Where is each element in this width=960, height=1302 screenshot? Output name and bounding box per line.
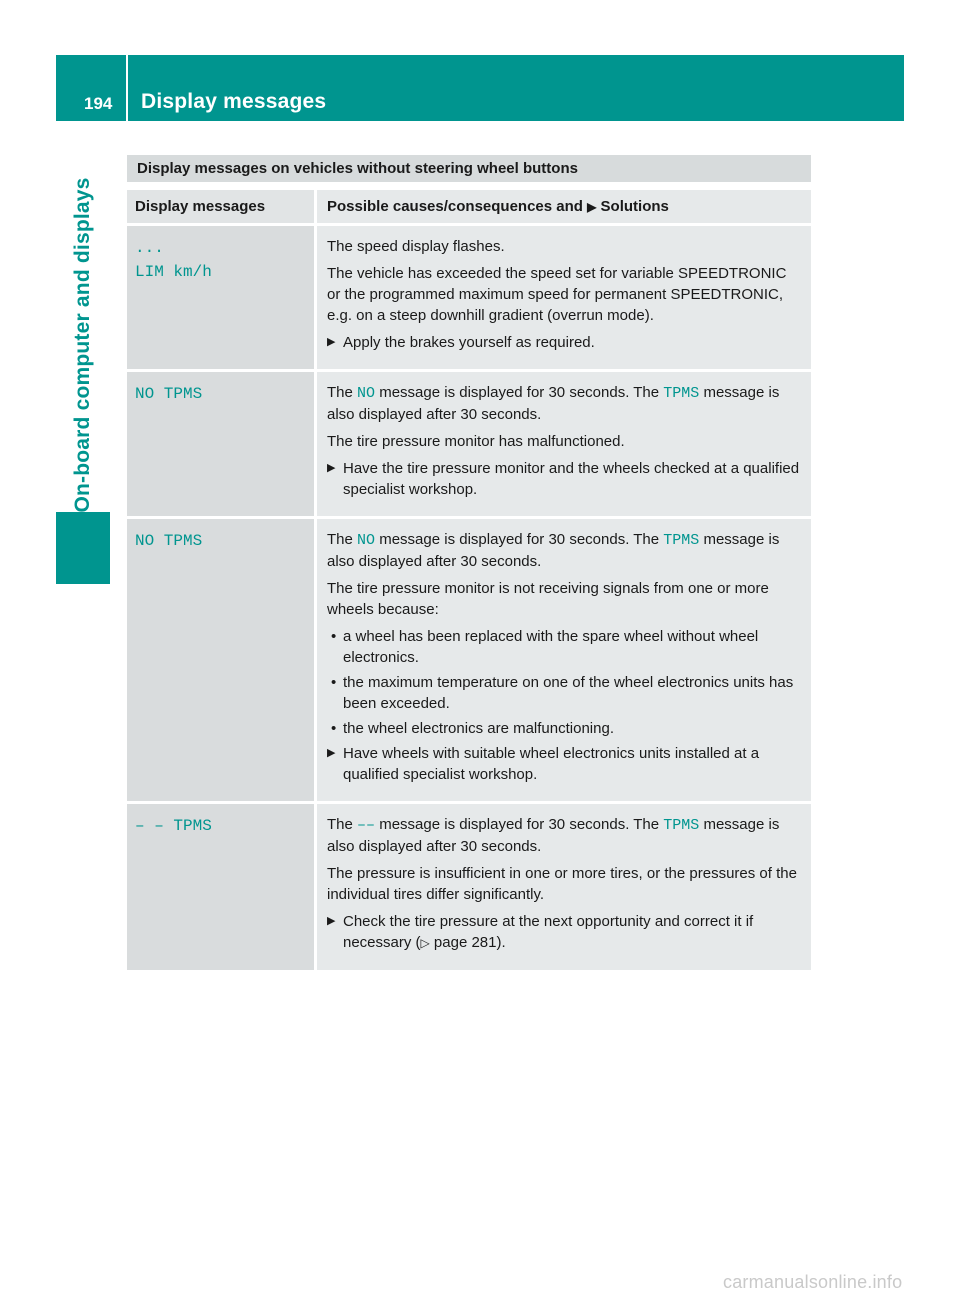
cause-text: The pressure is insufficient in one or more tires, or the pressures of the individual tires differ significantly. xyxy=(327,865,797,903)
cause-text xyxy=(327,382,803,425)
text-fragment: The xyxy=(327,384,353,401)
table-row xyxy=(127,226,811,372)
section-title: Display messages xyxy=(141,90,327,113)
display-cell xyxy=(127,804,317,973)
action-arrow-icon: ▶ xyxy=(327,747,336,759)
text-fragment: message is displayed for 30 seconds. The xyxy=(379,531,660,548)
display-messages-table xyxy=(127,155,811,973)
bullet-text: a wheel has been replaced with the spare wheel without wheel electronics. xyxy=(343,628,759,666)
table-row xyxy=(127,804,811,973)
table-row xyxy=(127,372,811,519)
inline-display-code: –– xyxy=(357,817,376,834)
inline-display-code: TPMS xyxy=(663,817,700,834)
display-cell xyxy=(127,519,317,804)
action-arrow-icon: ▶ xyxy=(327,915,336,927)
table-header-row xyxy=(127,190,811,226)
action-step xyxy=(327,911,803,954)
action-text: Have wheels with suitable wheel electronics units installed at a qualified specialist workshop. xyxy=(343,745,760,783)
bullet-icon: • xyxy=(331,628,337,645)
action-step xyxy=(327,743,803,785)
cause-text: The speed display flashes. xyxy=(327,238,505,255)
bullet-icon: • xyxy=(331,720,337,737)
column-header-display: Display messages xyxy=(127,190,317,226)
action-text: Apply the brakes yourself as required. xyxy=(343,334,595,351)
cause-text: The tire pressure monitor has malfunctioned. xyxy=(327,433,625,450)
text-fragment: message is also displayed after 30 seconds. xyxy=(327,531,780,570)
action-text: Have the tire pressure monitor and the wheels checked at a qualified specialist workshop. xyxy=(343,460,800,498)
action-arrow-icon: ▶ xyxy=(587,200,597,214)
display-message-code: LIM km/h xyxy=(135,263,212,281)
bullet-text: the wheel electronics are malfunctioning. xyxy=(343,720,614,737)
page-reference-icon: ▷ xyxy=(420,936,430,950)
column-header-causes-label: Possible causes/consequences and xyxy=(327,198,583,215)
bullet-item xyxy=(331,626,803,668)
column-header-solutions-label: Solutions xyxy=(600,198,669,215)
text-fragment: message is displayed for 30 seconds. The xyxy=(379,816,660,833)
text-fragment: The xyxy=(327,531,353,548)
display-message-code: NO TPMS xyxy=(135,532,203,550)
bullet-item xyxy=(331,672,803,714)
display-message-code: NO TPMS xyxy=(135,385,203,403)
action-step xyxy=(327,332,803,353)
watermark: carmanualsonline.info xyxy=(723,1272,903,1292)
text-fragment: message is displayed for 30 seconds. The xyxy=(379,384,660,401)
page-reference-link[interactable]: page 281). xyxy=(429,934,506,951)
cause-text: The tire pressure monitor is not receiving signals from one or more wheels because: xyxy=(327,580,769,618)
causes-cell xyxy=(317,519,811,804)
text-fragment: message is also displayed after 30 seconds. xyxy=(327,816,780,855)
display-message-code: ... xyxy=(135,239,164,257)
inline-display-code: NO xyxy=(357,385,376,402)
messages-table xyxy=(127,190,811,973)
page-number: 194 xyxy=(84,94,113,113)
inline-display-code: TPMS xyxy=(663,385,700,402)
table-caption: Display messages on vehicles without steering wheel buttons xyxy=(127,155,811,182)
cause-text: The vehicle has exceeded the speed set for variable SPEEDTRONIC or the programmed maximum speed for permanent SPEEDTRONIC, e.g. on a steep downhill gradient (overrun mode). xyxy=(327,265,787,324)
display-cell xyxy=(127,372,317,519)
action-step xyxy=(327,458,803,500)
column-header-causes xyxy=(317,190,811,226)
causes-cell xyxy=(317,226,811,372)
side-tab-marker xyxy=(56,512,110,584)
display-cell xyxy=(127,226,317,372)
inline-display-code: NO xyxy=(357,532,376,549)
side-tab-label: On-board computer and displays xyxy=(71,177,94,513)
cause-text xyxy=(327,814,803,857)
causes-cell xyxy=(317,804,811,973)
action-arrow-icon: ▶ xyxy=(327,336,336,348)
bullet-text: the maximum temperature on one of the wheel electronics units has been exceeded. xyxy=(343,674,794,712)
causes-cell xyxy=(317,372,811,519)
inline-display-code: TPMS xyxy=(663,532,700,549)
action-arrow-icon: ▶ xyxy=(327,462,336,474)
cause-text xyxy=(327,529,803,572)
display-message-code: – – TPMS xyxy=(135,817,212,835)
table-row xyxy=(127,519,811,804)
text-fragment: Check the tire pressure at the next opportunity and correct it if necessary ( xyxy=(343,913,754,951)
text-fragment: message is also displayed after 30 seconds. xyxy=(327,384,780,423)
text-fragment: The xyxy=(327,816,353,833)
bullet-item xyxy=(331,718,803,739)
bullet-icon: • xyxy=(331,674,337,691)
action-text xyxy=(343,911,803,954)
